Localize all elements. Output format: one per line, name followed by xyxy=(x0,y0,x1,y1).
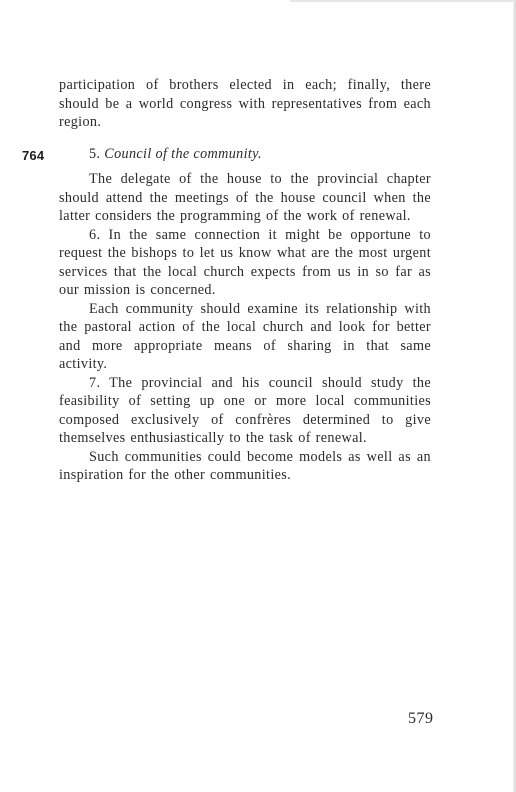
page-number: 579 xyxy=(408,710,434,727)
section-number: 764 xyxy=(22,148,45,163)
section-heading-number: 5. xyxy=(89,146,101,162)
opening-text-block xyxy=(59,76,431,132)
paragraph-community-relationship: Each community should examine its relationship with the pastoral action of the local church and look for better and more appropriate means of sharing in that same activity. xyxy=(59,300,431,372)
body-text-block xyxy=(59,170,431,485)
opening-paragraph: participation of brothers elected in each; finally, there should be a world congress with representatives from each region. xyxy=(59,77,431,130)
section-heading-title: Council of the community. xyxy=(104,146,262,162)
paragraph-bishops: 6. In the same connection it might be opportune to request the bishops to let us know what are the most urgent services that the local church expects from us in so far as our mission is concerned. xyxy=(59,226,431,298)
paragraph-model-communities: Such communities could become models as well as an inspiration for the other communities. xyxy=(59,448,431,483)
section-heading xyxy=(89,146,262,163)
page-edge-top xyxy=(290,0,516,2)
paragraph-delegate: The delegate of the house to the provincial chapter should attend the meetings of the house council when the latter considers the programming of the work of renewal. xyxy=(59,171,431,224)
paragraph-provincial-council: 7. The provincial and his council should study the feasibility of setting up one or more local communities composed exclusively of confrères determined to give themselves enthusiastically to the task of renewal. xyxy=(59,374,431,446)
